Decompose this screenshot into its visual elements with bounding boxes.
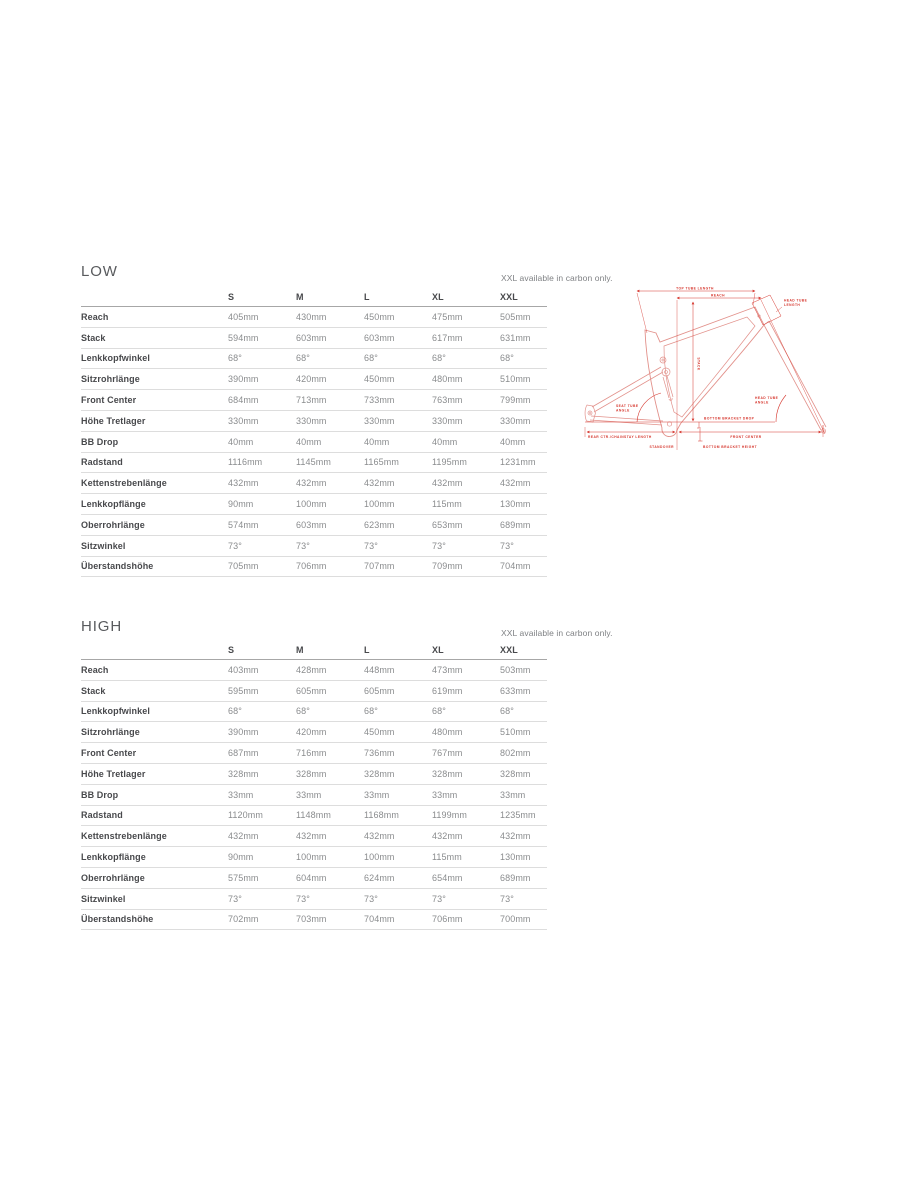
spec-value: 328mm xyxy=(364,768,395,779)
size-header-row xyxy=(81,641,547,660)
spec-value: 90mm xyxy=(228,852,254,863)
spec-value: 706mm xyxy=(296,561,327,572)
spec-value: 73° xyxy=(364,893,378,904)
spec-value: 432mm xyxy=(432,478,463,489)
carbon-note-low: XXL available in carbon only. xyxy=(501,273,613,283)
spec-value: 100mm xyxy=(364,499,395,510)
spec-value: 73° xyxy=(432,540,446,551)
spec-value: 330mm xyxy=(296,415,327,426)
spec-value: 633mm xyxy=(500,685,531,696)
spec-row xyxy=(81,411,547,432)
spec-value: 432mm xyxy=(296,831,327,842)
label-head-tube-length-2: LENGTH xyxy=(784,303,801,307)
spec-value: 689mm xyxy=(500,519,531,530)
spec-value: 90mm xyxy=(228,499,254,510)
spec-label: Lenkkopflänge xyxy=(81,852,146,863)
spec-value: 603mm xyxy=(296,519,327,530)
spec-value: 68° xyxy=(432,706,446,717)
spec-value: 595mm xyxy=(228,685,259,696)
spec-value: 733mm xyxy=(364,395,395,406)
spec-row xyxy=(81,473,547,494)
spec-value: 1199mm xyxy=(432,810,467,821)
spec-value: 40mm xyxy=(500,436,526,447)
size-column-header: XXL xyxy=(500,645,518,655)
spec-value: 684mm xyxy=(228,395,259,406)
spec-value: 700mm xyxy=(500,914,531,925)
spec-value: 390mm xyxy=(228,374,259,385)
spec-label: Sitzwinkel xyxy=(81,893,126,904)
spec-label: Kettenstrebenlänge xyxy=(81,478,167,489)
spec-value: 1148mm xyxy=(296,810,331,821)
spec-row xyxy=(81,390,547,411)
spec-row xyxy=(81,328,547,349)
spec-value: 328mm xyxy=(432,768,463,779)
spec-value: 1116mm xyxy=(228,457,263,468)
spec-value: 574mm xyxy=(228,519,259,530)
spec-value: 130mm xyxy=(500,852,531,863)
size-column-header: L xyxy=(364,645,370,655)
spec-label: Reach xyxy=(81,311,109,322)
spec-value: 1235mm xyxy=(500,810,536,821)
spec-value: 68° xyxy=(364,353,378,364)
spec-value: 450mm xyxy=(364,727,395,738)
spec-value: 432mm xyxy=(500,831,531,842)
spec-row xyxy=(81,847,547,868)
spec-value: 654mm xyxy=(432,872,463,883)
label-rear-center: REAR CTR./CHAINSTAY LENGTH xyxy=(588,434,652,439)
spec-value: 450mm xyxy=(364,374,395,385)
spec-value: 73° xyxy=(228,540,242,551)
spec-label: Sitzwinkel xyxy=(81,540,126,551)
spec-value: 802mm xyxy=(500,748,531,759)
spec-label: Lenkkopfwinkel xyxy=(81,706,150,717)
spec-label: BB Drop xyxy=(81,789,119,800)
spec-value: 432mm xyxy=(364,831,395,842)
spec-value: 100mm xyxy=(364,852,395,863)
spec-row xyxy=(81,494,547,515)
label-reach: REACH xyxy=(711,293,725,298)
spec-value: 330mm xyxy=(432,415,463,426)
spec-value: 603mm xyxy=(364,332,395,343)
spec-value: 619mm xyxy=(432,685,463,696)
spec-label: Front Center xyxy=(81,748,137,759)
spec-value: 716mm xyxy=(296,748,327,759)
spec-value: 68° xyxy=(364,706,378,717)
spec-value: 503mm xyxy=(500,664,531,675)
spec-row xyxy=(81,660,547,681)
spec-value: 40mm xyxy=(432,436,458,447)
section-title-high: HIGH xyxy=(81,618,123,635)
spec-value: 115mm xyxy=(432,852,462,863)
spec-label: Überstandshöhe xyxy=(81,561,154,572)
spec-row xyxy=(81,681,547,702)
bottom-bracket xyxy=(667,422,671,426)
spec-value: 68° xyxy=(432,353,446,364)
spec-value: 73° xyxy=(432,893,446,904)
spec-value: 73° xyxy=(500,540,514,551)
spec-value: 736mm xyxy=(364,748,395,759)
spec-value: 403mm xyxy=(228,664,259,675)
spec-value: 704mm xyxy=(364,914,395,925)
spec-value: 480mm xyxy=(432,727,463,738)
geometry-table-low xyxy=(81,288,547,577)
geometry-table-high xyxy=(81,641,547,930)
spec-value: 100mm xyxy=(296,852,327,863)
spec-row xyxy=(81,764,547,785)
label-bottom-bracket-drop: BOTTOM BRACKET DROP xyxy=(704,416,755,421)
spec-value: 73° xyxy=(296,893,310,904)
spec-value: 432mm xyxy=(228,831,259,842)
spec-label: Überstandshöhe xyxy=(81,914,154,925)
spec-value: 448mm xyxy=(364,664,395,675)
spec-value: 100mm xyxy=(296,499,327,510)
spec-value: 330mm xyxy=(500,415,531,426)
size-column-header: M xyxy=(296,645,304,655)
spec-label: Stack xyxy=(81,332,106,343)
spec-row xyxy=(81,557,547,578)
spec-value: 68° xyxy=(228,706,242,717)
spec-value: 420mm xyxy=(296,727,327,738)
label-seat-tube-angle-2: ANGLE xyxy=(616,408,630,413)
size-column-header: S xyxy=(228,292,235,302)
label-front-center: FRONT CENTER xyxy=(730,435,762,439)
spec-row xyxy=(81,307,547,328)
spec-value: 405mm xyxy=(228,311,259,322)
spec-label: Oberrohrlänge xyxy=(81,519,145,530)
spec-value: 704mm xyxy=(500,561,531,572)
spec-label: Front Center xyxy=(81,395,137,406)
spec-label: Reach xyxy=(81,664,109,675)
spec-row xyxy=(81,826,547,847)
spec-value: 33mm xyxy=(228,789,254,800)
spec-value: 631mm xyxy=(500,332,531,343)
spec-row xyxy=(81,743,547,764)
size-column-header: XXL xyxy=(500,292,518,302)
spec-row xyxy=(81,432,547,453)
spec-row xyxy=(81,806,547,827)
spec-value: 594mm xyxy=(228,332,259,343)
spec-value: 1120mm xyxy=(228,810,263,821)
spec-value: 328mm xyxy=(228,768,259,779)
size-column-header: L xyxy=(364,292,370,302)
spec-value: 73° xyxy=(228,893,242,904)
spec-value: 33mm xyxy=(500,789,526,800)
spec-value: 706mm xyxy=(432,914,463,925)
spec-value: 1145mm xyxy=(296,457,331,468)
spec-value: 432mm xyxy=(228,478,259,489)
spec-row xyxy=(81,453,547,474)
section-title-low: LOW xyxy=(81,263,118,280)
spec-value: 705mm xyxy=(228,561,259,572)
spec-row xyxy=(81,785,547,806)
spec-label: Stack xyxy=(81,685,106,696)
spec-value: 605mm xyxy=(364,685,395,696)
bike-geometry-diagram xyxy=(583,276,875,462)
spec-value: 707mm xyxy=(364,561,395,572)
spec-value: 604mm xyxy=(296,872,327,883)
spec-value: 653mm xyxy=(432,519,463,530)
spec-value: 475mm xyxy=(432,311,463,322)
spec-value: 68° xyxy=(296,706,310,717)
spec-value: 40mm xyxy=(364,436,390,447)
size-column-header: S xyxy=(228,645,235,655)
spec-value: 420mm xyxy=(296,374,327,385)
spec-label: Radstand xyxy=(81,457,123,468)
spec-row xyxy=(81,349,547,370)
spec-value: 510mm xyxy=(500,374,531,385)
spec-label: Kettenstrebenlänge xyxy=(81,831,167,842)
spec-label: Sitzrohrlänge xyxy=(81,374,140,385)
spec-label: Oberrohrlänge xyxy=(81,872,145,883)
spec-value: 473mm xyxy=(432,664,463,675)
spec-value: 1231mm xyxy=(500,457,536,468)
spec-value: 687mm xyxy=(228,748,259,759)
spec-value: 432mm xyxy=(364,478,395,489)
spec-value: 33mm xyxy=(296,789,322,800)
spec-value: 428mm xyxy=(296,664,327,675)
spec-value: 68° xyxy=(500,353,514,364)
spec-label: Sitzrohrlänge xyxy=(81,727,140,738)
spec-label: Lenkkopflänge xyxy=(81,499,146,510)
spec-value: 624mm xyxy=(364,872,395,883)
label-head-tube-length-1: HEAD TUBE xyxy=(784,298,808,303)
spec-value: 713mm xyxy=(296,395,327,406)
spec-row xyxy=(81,515,547,536)
spec-value: 617mm xyxy=(432,332,463,343)
spec-value: 328mm xyxy=(296,768,327,779)
spec-value: 33mm xyxy=(364,789,390,800)
spec-value: 115mm xyxy=(432,499,462,510)
label-head-tube-angle-1: HEAD TUBE xyxy=(755,396,779,400)
spec-value: 68° xyxy=(500,706,514,717)
spec-value: 480mm xyxy=(432,374,463,385)
spec-value: 130mm xyxy=(500,499,531,510)
spec-value: 575mm xyxy=(228,872,259,883)
spec-value: 510mm xyxy=(500,727,531,738)
spec-value: 432mm xyxy=(432,831,463,842)
spec-label: Lenkkopfwinkel xyxy=(81,353,150,364)
size-column-header: XL xyxy=(432,645,444,655)
spec-value: 40mm xyxy=(228,436,254,447)
spec-value: 432mm xyxy=(500,478,531,489)
spec-value: 799mm xyxy=(500,395,531,406)
spec-value: 1195mm xyxy=(432,457,467,468)
label-standover: STANDOVER xyxy=(649,444,674,449)
spec-value: 709mm xyxy=(432,561,463,572)
spec-value: 702mm xyxy=(228,914,259,925)
spec-value: 432mm xyxy=(296,478,327,489)
spec-row xyxy=(81,369,547,390)
spec-value: 68° xyxy=(296,353,310,364)
spec-value: 763mm xyxy=(432,395,463,406)
spec-value: 450mm xyxy=(364,311,395,322)
spec-value: 689mm xyxy=(500,872,531,883)
spec-value: 73° xyxy=(500,893,514,904)
spec-row xyxy=(81,702,547,723)
size-column-header: M xyxy=(296,292,304,302)
spec-value: 40mm xyxy=(296,436,322,447)
label-seat-tube-angle-1: SEAT TUBE xyxy=(616,404,639,408)
spec-label: Höhe Tretlager xyxy=(81,768,146,779)
label-stack: STACK xyxy=(696,357,701,371)
spec-row xyxy=(81,722,547,743)
spec-value: 328mm xyxy=(500,768,531,779)
size-header-row xyxy=(81,288,547,307)
spec-value: 430mm xyxy=(296,311,327,322)
spec-row xyxy=(81,868,547,889)
label-head-tube-angle-2: ANGLE xyxy=(755,400,769,405)
fork xyxy=(764,321,826,430)
spec-value: 68° xyxy=(228,353,242,364)
spec-value: 605mm xyxy=(296,685,327,696)
spec-row xyxy=(81,536,547,557)
spec-row xyxy=(81,889,547,910)
size-column-header: XL xyxy=(432,292,444,302)
spec-value: 603mm xyxy=(296,332,327,343)
spec-value: 73° xyxy=(296,540,310,551)
spec-value: 390mm xyxy=(228,727,259,738)
spec-row xyxy=(81,910,547,931)
spec-value: 703mm xyxy=(296,914,327,925)
spec-value: 1168mm xyxy=(364,810,399,821)
spec-label: Radstand xyxy=(81,810,123,821)
spec-label: BB Drop xyxy=(81,436,119,447)
label-bottom-bracket-height: BOTTOM BRACKET HEIGHT xyxy=(703,444,758,449)
spec-value: 73° xyxy=(364,540,378,551)
spec-value: 623mm xyxy=(364,519,395,530)
spec-value: 33mm xyxy=(432,789,458,800)
spec-value: 330mm xyxy=(228,415,259,426)
spec-value: 1165mm xyxy=(364,457,399,468)
spec-value: 330mm xyxy=(364,415,395,426)
carbon-note-high: XXL available in carbon only. xyxy=(501,628,613,638)
spec-value: 505mm xyxy=(500,311,531,322)
spec-label: Höhe Tretlager xyxy=(81,415,146,426)
spec-value: 767mm xyxy=(432,748,463,759)
label-top-tube-length: TOP TUBE LENGTH xyxy=(676,286,714,291)
